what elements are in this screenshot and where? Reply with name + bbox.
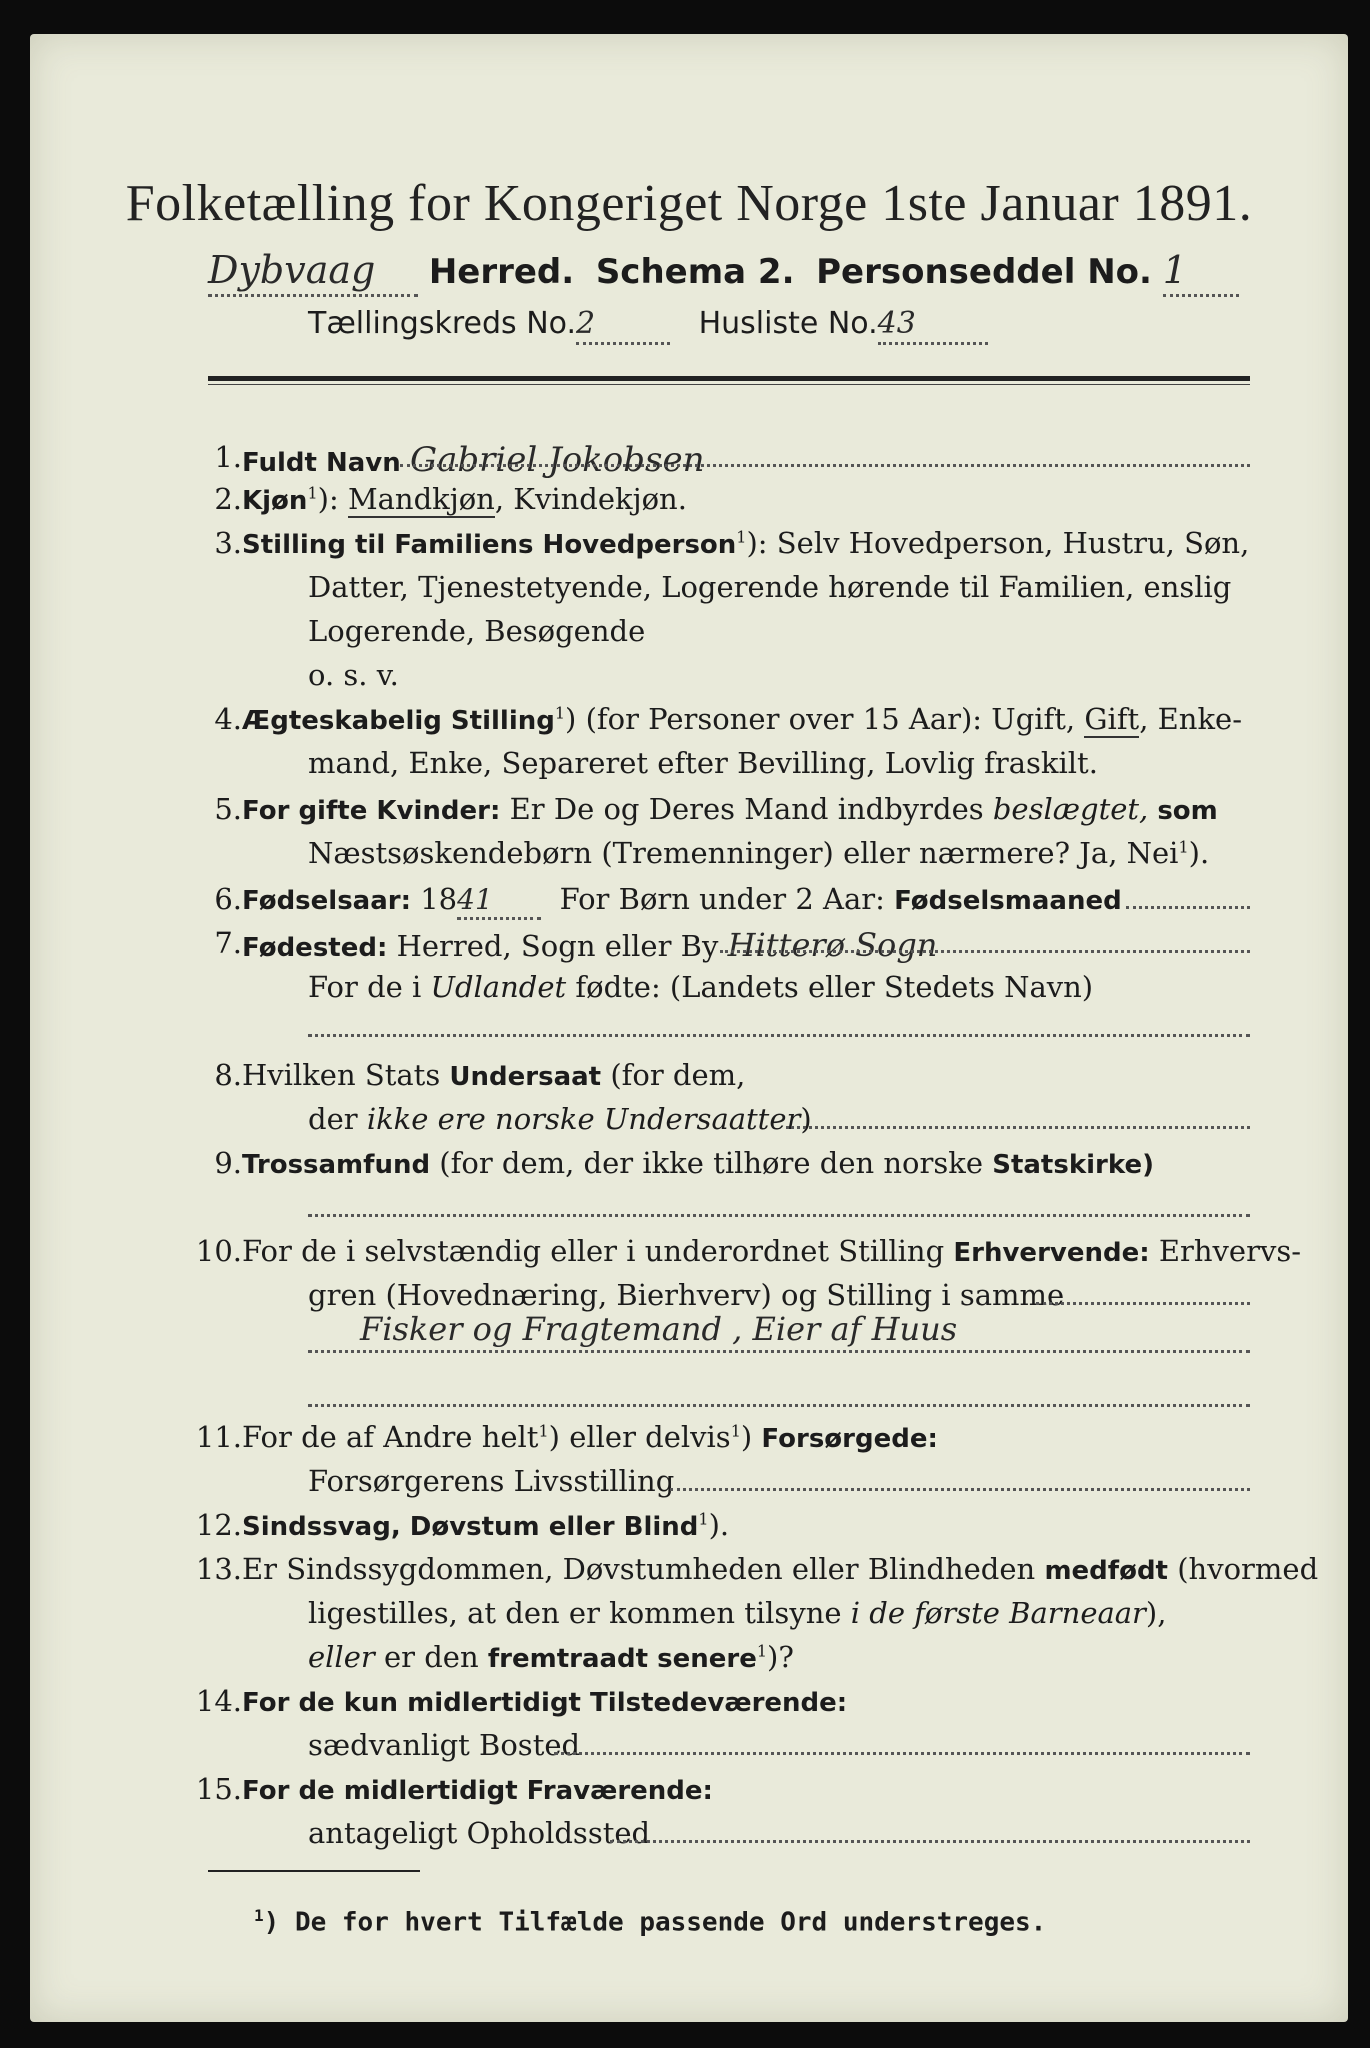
q2-option-underlined: Mandkjøn bbox=[347, 482, 495, 516]
item-number: 12. bbox=[195, 1508, 242, 1542]
footnote-ref: 1 bbox=[698, 1509, 709, 1529]
q6-label: Fødselsaar: bbox=[242, 886, 411, 916]
q8-text: ) bbox=[800, 1102, 812, 1136]
q12-line bbox=[242, 1508, 729, 1543]
q12-text: ). bbox=[708, 1508, 730, 1542]
item-number: 9. bbox=[214, 1146, 242, 1180]
item-number: 8. bbox=[214, 1058, 242, 1092]
kreds-line bbox=[308, 306, 988, 345]
q4-line1 bbox=[242, 702, 1242, 737]
q4-text: ) (for Personer over 15 Aar): Ugift, bbox=[565, 702, 1085, 736]
census-form-page bbox=[30, 34, 1348, 2022]
item-number: 11. bbox=[195, 1420, 242, 1454]
q3-line3: Logerende, Besøgende bbox=[308, 614, 646, 648]
footnote-text: ) De for hvert Tilfælde passende Ord understreges. bbox=[263, 1907, 1047, 1938]
item-number: 5. bbox=[214, 792, 242, 826]
q2-text: ): bbox=[317, 482, 348, 516]
q3-line4: o. s. v. bbox=[308, 658, 399, 692]
q2-text: , Kvindekjøn. bbox=[494, 482, 687, 516]
q5-text: som bbox=[1148, 796, 1218, 826]
q9-label: Trossamfund bbox=[242, 1150, 431, 1180]
q13-italic: i de første Barneaar bbox=[850, 1596, 1146, 1630]
kreds-value: 2 bbox=[576, 306, 596, 341]
schema-label: Schema 2. bbox=[595, 252, 795, 292]
q7-birthplace-value: Hitterø Sogn bbox=[727, 926, 938, 964]
q11-dotted-line bbox=[670, 1488, 1250, 1491]
footnote-ref: 1 bbox=[730, 1421, 741, 1441]
q10-line2: gren (Hovednæring, Bierhverv) og Stilling i samme bbox=[308, 1278, 1065, 1312]
footnote-rule bbox=[208, 1870, 420, 1872]
q4-label: Ægteskabelig Stilling bbox=[242, 706, 555, 736]
q13-line1 bbox=[242, 1552, 1318, 1587]
personseddel-value: 1 bbox=[1162, 248, 1187, 292]
item-number: 14. bbox=[195, 1684, 242, 1718]
husliste-value: 43 bbox=[877, 306, 916, 341]
q5-line1 bbox=[242, 792, 1218, 827]
q10-text: For de i selvstændig eller i underordnet Stilling bbox=[242, 1234, 954, 1268]
q5-italic: beslægtet, bbox=[992, 792, 1149, 826]
q7-line1 bbox=[242, 926, 937, 964]
herred-label: Herred. bbox=[428, 252, 575, 292]
q7-dotted-line-2 bbox=[308, 1034, 1250, 1037]
q13-line2 bbox=[308, 1596, 1166, 1631]
q5-line2 bbox=[308, 836, 1209, 871]
kreds-label: Tællingskreds No. bbox=[308, 306, 576, 341]
q11-label: Forsørgede: bbox=[761, 1424, 938, 1454]
q7-line2 bbox=[308, 970, 1093, 1005]
q4-line2: mand, Enke, Separeret efter Bevilling, Lovlig fraskilt. bbox=[308, 746, 1098, 780]
q13-text: ), bbox=[1145, 1596, 1167, 1630]
q14-line1 bbox=[242, 1684, 847, 1719]
item-number: 10. bbox=[195, 1234, 242, 1268]
q5-label: For gifte Kvinder: bbox=[242, 796, 501, 826]
q3-line1 bbox=[242, 526, 1249, 561]
q13-text: Er Sindssygdommen, Døvstumheden eller Blindheden bbox=[242, 1552, 1045, 1586]
q1-label: Fuldt Navn bbox=[242, 448, 401, 478]
q7-text: For de i bbox=[308, 970, 431, 1004]
q7-label: Fødested: bbox=[242, 933, 388, 963]
q10-dotted-line bbox=[1036, 1302, 1250, 1305]
q10-text: Erhvervs- bbox=[1149, 1234, 1302, 1268]
q11-text: ) bbox=[740, 1420, 762, 1454]
footnote-ref: 1 bbox=[1178, 837, 1189, 857]
q13-text: (hvormed bbox=[1168, 1552, 1319, 1586]
q2-line bbox=[242, 482, 687, 517]
q6-line bbox=[242, 882, 1122, 920]
q13-italic: eller bbox=[308, 1640, 375, 1674]
q8-text: (for dem, bbox=[601, 1058, 746, 1092]
item-number: 7. bbox=[214, 926, 242, 960]
footnote-ref: 1 bbox=[554, 703, 566, 723]
item-number: 3. bbox=[214, 526, 242, 560]
q11-text: For de af Andre helt bbox=[242, 1420, 539, 1454]
q15-dotted-line bbox=[610, 1840, 1250, 1843]
q9-text: Statskirke) bbox=[992, 1150, 1154, 1180]
form-title: Folketælling for Kongeriget Norge 1ste Januar 1891. bbox=[125, 175, 1253, 232]
q13-text: )? bbox=[767, 1640, 794, 1674]
q3-line2: Datter, Tjenestetyende, Logerende hørende til Familien, enslig bbox=[308, 570, 1232, 604]
q8-dotted-line bbox=[786, 1126, 1250, 1129]
item-number: 15. bbox=[195, 1772, 242, 1806]
item-number: 13. bbox=[195, 1552, 242, 1586]
q11-line2: Forsørgerens Livsstilling bbox=[308, 1464, 675, 1498]
q15-label: For de midlertidigt Fraværende: bbox=[242, 1776, 713, 1806]
q6-text: For Børn under 2 Aar: bbox=[559, 882, 895, 916]
item-number: 4. bbox=[214, 702, 242, 736]
q8-text: Hvilken Stats bbox=[242, 1058, 450, 1092]
q10-dotted-line-2 bbox=[308, 1350, 1250, 1353]
q3-label: Stilling til Familiens Hovedperson bbox=[242, 530, 737, 560]
q3-options: ): Selv Hovedperson, Hustru, Søn, bbox=[746, 526, 1250, 560]
q6-label2: Fødselsmaaned bbox=[894, 886, 1122, 916]
q4-text: , Enke- bbox=[1139, 702, 1243, 736]
personseddel-label: Personseddel No. bbox=[816, 252, 1152, 292]
q14-label: For de kun midlertidigt Tilstedeværende: bbox=[242, 1688, 848, 1718]
q8-line2 bbox=[308, 1102, 812, 1137]
q13-label: medfødt bbox=[1044, 1556, 1168, 1586]
q1-name-value: Gabriel Jokobsen bbox=[409, 440, 705, 480]
q15-line2: antageligt Opholdssted bbox=[308, 1816, 651, 1850]
q13-label: fremtraadt senere bbox=[487, 1644, 757, 1674]
header-rule-thick bbox=[208, 376, 1250, 381]
q10-line1 bbox=[242, 1234, 1301, 1269]
q2-label: Kjøn bbox=[242, 486, 308, 516]
q9-dotted-line bbox=[308, 1214, 1250, 1217]
footnote-ref: 1 bbox=[307, 483, 318, 503]
q8-text: der bbox=[308, 1102, 367, 1136]
footnote-ref: 1 bbox=[756, 1641, 768, 1661]
q11-line1 bbox=[242, 1420, 938, 1455]
item-number: 6. bbox=[214, 882, 242, 916]
q7-italic: Udlandet bbox=[430, 970, 567, 1004]
q8-label: Undersaat bbox=[449, 1062, 602, 1092]
q9-text: (for dem, der ikke tilhøre den norske bbox=[430, 1146, 993, 1180]
husliste-label: Husliste No. bbox=[698, 306, 878, 341]
q10-occupation-value: Fisker og Fragtemand , Eier af Huus bbox=[360, 1310, 958, 1348]
q6-dotted-line bbox=[1126, 906, 1250, 909]
q5-text: Næstsøskendebørn (Tremenninger) eller nærmere? Ja, Nei bbox=[308, 836, 1179, 870]
footnote-ref: 1 bbox=[736, 527, 747, 547]
header-rule-thin bbox=[208, 384, 1250, 385]
q13-text: er den bbox=[374, 1640, 488, 1674]
q14-line2: sædvanligt Bosted bbox=[308, 1728, 581, 1762]
q6-year-prefix: 18 bbox=[411, 882, 458, 916]
q15-line1 bbox=[242, 1772, 713, 1807]
footnote-ref: 1 bbox=[538, 1421, 549, 1441]
q1-line bbox=[242, 440, 705, 481]
item-number: 2. bbox=[214, 482, 242, 516]
q1-dotted-line bbox=[400, 464, 1250, 467]
q6-year-value: 41 bbox=[457, 883, 493, 916]
q7-text: Herred, Sogn eller By bbox=[387, 929, 719, 963]
q8-line1 bbox=[242, 1058, 745, 1093]
q10-dotted-line-3 bbox=[308, 1404, 1250, 1407]
herred-line bbox=[208, 248, 1239, 297]
q9-line1 bbox=[242, 1146, 1154, 1181]
q7-dotted-line bbox=[720, 950, 1250, 953]
q8-italic: ikke ere norske Undersaatter bbox=[366, 1102, 801, 1136]
q12-label: Sindssvag, Døvstum eller Blind bbox=[242, 1512, 699, 1542]
q10-label: Erhvervende: bbox=[953, 1238, 1150, 1268]
q7-text: fødte: (Landets eller Stedets Navn) bbox=[566, 970, 1094, 1004]
q5-text: ). bbox=[1188, 836, 1210, 870]
q13-line3 bbox=[308, 1640, 794, 1675]
q13-text: ligestilles, at den er kommen tilsyne bbox=[308, 1596, 851, 1630]
footnote bbox=[254, 1906, 1046, 1939]
item-number: 1. bbox=[214, 440, 242, 474]
q14-dotted-line bbox=[554, 1752, 1250, 1755]
q5-text: Er De og Deres Mand indbyrdes bbox=[500, 792, 993, 826]
herred-value: Dybvaag bbox=[208, 248, 376, 292]
q4-option-underlined: Gift bbox=[1084, 702, 1140, 736]
q11-text: ) eller delvis bbox=[548, 1420, 731, 1454]
footnote-ref: 1 bbox=[254, 1906, 264, 1925]
